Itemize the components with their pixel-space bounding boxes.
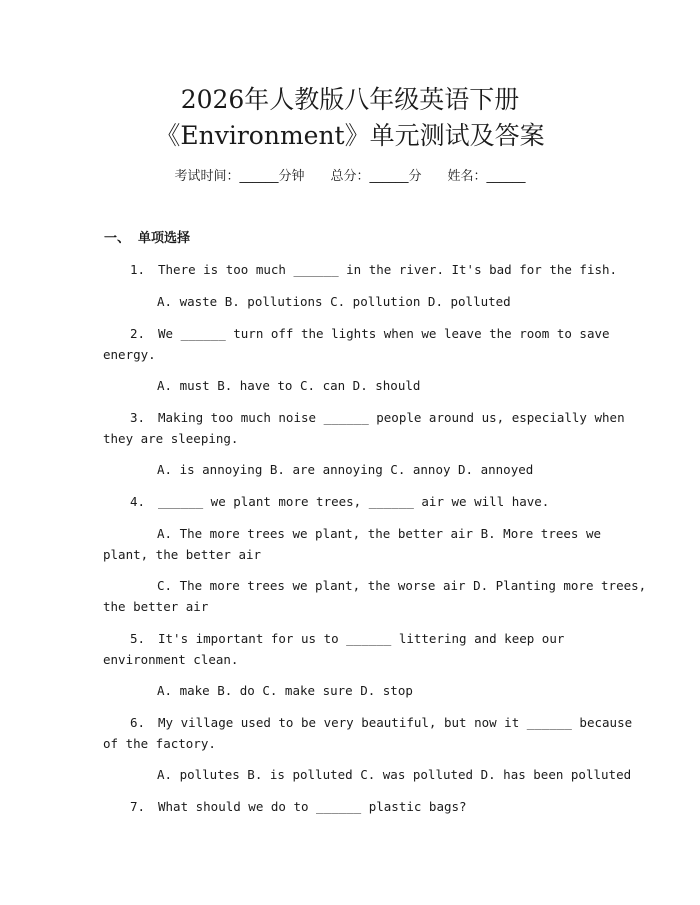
exam-name-field: 姓名：______ [447, 169, 526, 184]
question-text: ______ we plant more trees, ______ air we will have. [158, 494, 550, 509]
exam-time-field: 考试时间：______分钟 [174, 169, 305, 184]
question-text: Making too much noise ______ people around us, especially when [158, 410, 625, 425]
question-4-options: A. The more trees we plant, the better air B. More trees we [157, 526, 602, 541]
question-text: What should we do to ______ plastic bags? [158, 799, 467, 814]
question-4-options-2-continued: the better air [103, 599, 209, 614]
exam-score-field: 总分：______分 [330, 169, 422, 184]
question-number: 7. [130, 799, 146, 814]
question-7 [130, 798, 467, 816]
question-5 [130, 630, 564, 648]
question-text: There is too much ______ in the river. It's bad for the fish. [158, 262, 618, 277]
question-1-options: A. waste B. pollutions C. pollution D. polluted [157, 294, 511, 309]
question-2-options: A. must B. have to C. can D. should [157, 378, 421, 393]
question-number: 2. [130, 326, 146, 341]
question-5-text-continued: environment clean. [103, 652, 239, 667]
question-1 [130, 261, 617, 279]
question-number: 3. [130, 410, 146, 425]
question-4-options-2: C. The more trees we plant, the worse air D. Planting more trees, [157, 578, 647, 593]
question-6 [130, 714, 632, 732]
document-title-line-2: 《Environment》单元测试及答案 [155, 121, 545, 150]
question-number: 4. [130, 494, 146, 509]
question-3-text-continued: they are sleeping. [103, 431, 239, 446]
section-heading-1 [104, 229, 190, 249]
question-number: 5. [130, 631, 146, 646]
question-text: We ______ turn off the lights when we leave the room to save [158, 326, 610, 341]
document-title-line-1: 2026年人教版八年级英语下册 [180, 85, 520, 114]
question-6-text-continued: of the factory. [103, 736, 216, 751]
section-title: 单项选择 [138, 231, 191, 246]
question-2-text-continued: energy. [103, 347, 156, 362]
question-text: It's important for us to ______ littering and keep our [158, 631, 565, 646]
question-2 [130, 325, 610, 343]
question-6-options: A. pollutes B. is polluted C. was polluted D. has been polluted [157, 767, 632, 782]
question-3 [130, 409, 625, 427]
question-4 [130, 493, 549, 511]
question-text: My village used to be very beautiful, but now it ______ because [158, 715, 633, 730]
question-number: 6. [130, 715, 146, 730]
question-3-options: A. is annoying B. are annoying C. annoy D. annoyed [157, 462, 534, 477]
question-4-options-continued: plant, the better air [103, 547, 262, 562]
question-number: 1. [130, 262, 146, 277]
question-5-options: A. make B. do C. make sure D. stop [157, 683, 413, 698]
exam-meta [0, 167, 700, 187]
section-number: 一、 [104, 231, 131, 246]
